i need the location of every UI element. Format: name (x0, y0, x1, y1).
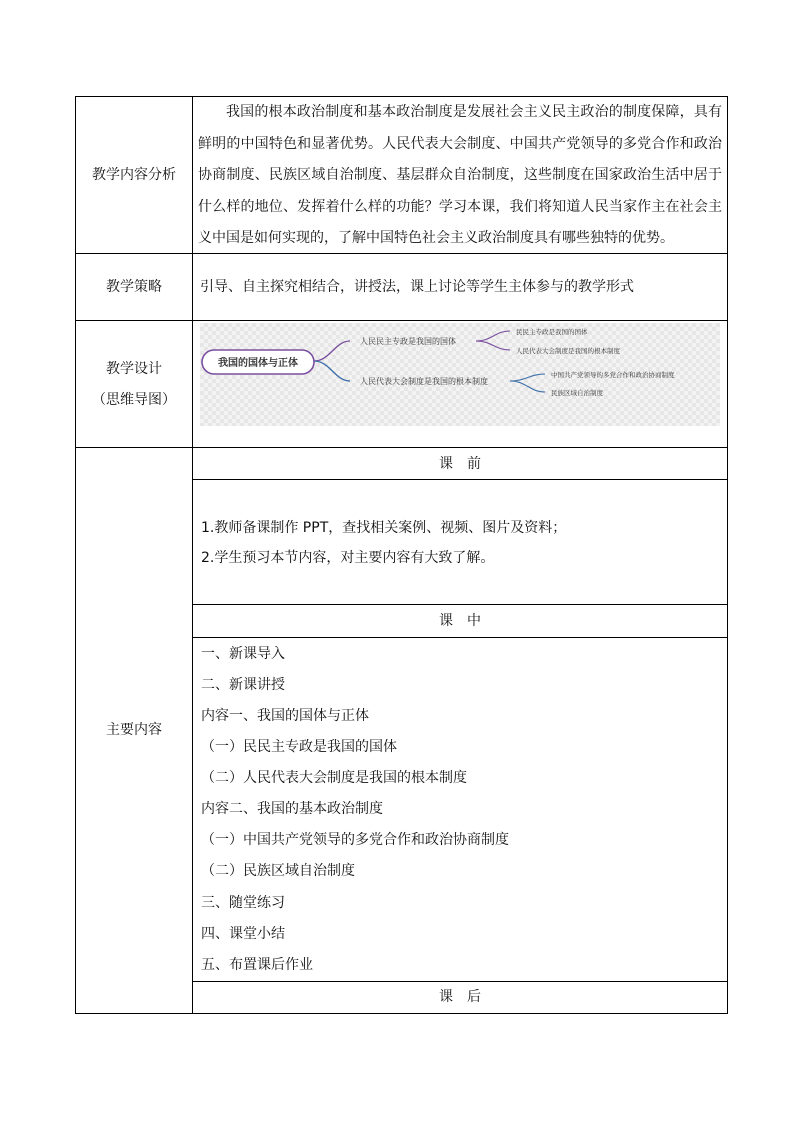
during-item: 内容二、我国的基本政治制度 (201, 801, 383, 817)
mindmap-connector-3 (476, 331, 510, 341)
during-item: 五、布置课后作业 (201, 957, 313, 973)
row-divider-during-content (192, 981, 728, 982)
strategy-text: 引导、自主探究相结合，讲授法，课上讨论等学生主体参与的教学形式 (200, 279, 634, 295)
during-item: 三、随堂练习 (201, 895, 285, 911)
row-divider-before-header (192, 479, 728, 480)
before-item-2: 2.学生预习本节内容，对主要内容有大致了解。 (201, 550, 495, 566)
during-item: 四、课堂小结 (201, 926, 285, 942)
mindmap-connector-1 (314, 341, 350, 361)
before-item-1: 1.教师备课制作 PPT，查找相关案例、视频、图片及资料； (201, 520, 567, 536)
mindmap-root: 我国的国体与正体 (218, 358, 298, 369)
analysis-cell (198, 97, 722, 255)
during-item: （二）人民代表大会制度是我国的根本制度 (201, 770, 467, 786)
mindmap-connector-4 (476, 341, 510, 350)
analysis-text: 我国的根本政治制度和基本政治制度是发展社会主义民主政治的制度保障，具有鲜明的中国特色和显著优势。人民代表大会制度、中国共产党领导的多党合作和政治协商制度、民族区域自治制度、基层群众自治制度，这些制度在国家政治生活中居于什么样的地位、发挥着什么样的功能？学习本课，我们将知道人民当家作主在社会主义中国是如何实现的，了解中国特色社会主义政治制度具有哪些独特的优势。 (198, 104, 722, 246)
mindmap-branch-1: 人民民主专政是我国的国体 (360, 337, 456, 346)
mindmap-svg (200, 323, 720, 426)
main-label: 主要内容 (106, 722, 162, 738)
mindmap (200, 323, 720, 426)
design-label (76, 357, 192, 412)
row-divider-design (75, 447, 728, 448)
during-item: 二、新课讲授 (201, 677, 285, 693)
during-item: （一）民民主专政是我国的国体 (201, 739, 397, 755)
during-item: （二）民族区域自治制度 (201, 863, 355, 879)
row-divider-before-content (192, 604, 728, 605)
mindmap-connector-2 (314, 361, 350, 381)
during-item: 一、新课导入 (201, 646, 285, 662)
mindmap-branch-2: 人民代表大会制度是我国的根本制度 (360, 377, 488, 386)
strategy-label: 教学策略 (106, 279, 162, 295)
design-label-line1: 教学设计 (106, 361, 162, 377)
before-class-header: 课 前 (439, 456, 481, 472)
mindmap-leaf-2-2: 民族区域自治制度 (551, 389, 603, 397)
mindmap-connector-5 (510, 374, 545, 381)
mindmap-leaf-1-1: 民民主专政是我国的国体 (516, 328, 588, 336)
mindmap-connector-6 (510, 381, 545, 392)
analysis-label: 教学内容分析 (92, 167, 176, 183)
during-item: （一）中国共产党领导的多党合作和政治协商制度 (201, 832, 509, 848)
column-divider (192, 96, 193, 1014)
during-class-header: 课 中 (439, 613, 481, 629)
row-divider-strategy (75, 320, 728, 321)
during-item: 内容一、我国的国体与正体 (201, 708, 369, 724)
row-divider-during-header (192, 637, 728, 638)
mindmap-leaf-1-2: 人民代表大会制度是我国的根本制度 (516, 347, 620, 355)
mindmap-leaf-2-1: 中国共产党领导的多党合作和政治协商制度 (551, 371, 675, 379)
after-class-header: 课 后 (439, 989, 481, 1005)
design-label-line2: （思维导图） (92, 392, 176, 408)
